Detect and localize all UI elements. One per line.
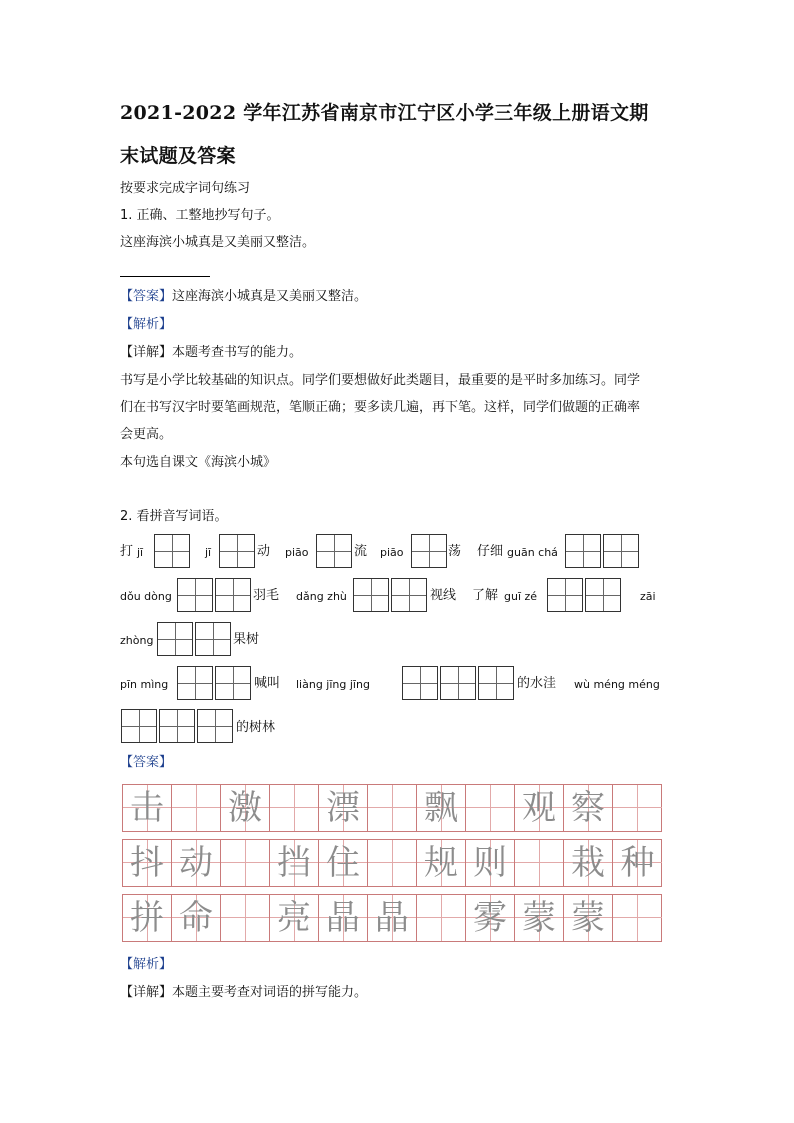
answer-character: 观 bbox=[522, 788, 556, 828]
q1-source: 本句选自课文《海滨小城》 bbox=[120, 455, 277, 470]
answer-grid-cell bbox=[466, 785, 515, 831]
writing-box[interactable] bbox=[316, 534, 352, 568]
answer-grid-cell bbox=[319, 785, 368, 831]
answer-grid-cell bbox=[417, 895, 466, 941]
answer-grid-cell bbox=[417, 840, 466, 886]
pinyin-piao-2: piāo bbox=[380, 546, 404, 559]
answer-grid-cell bbox=[270, 785, 319, 831]
analysis-tag: 【解析】 bbox=[120, 957, 173, 972]
writing-box[interactable] bbox=[195, 622, 231, 656]
answer-grid-cell bbox=[221, 840, 270, 886]
answer-character: 拼 bbox=[130, 898, 164, 938]
answer-grid-cell bbox=[515, 785, 564, 831]
answer-character: 蒙 bbox=[522, 898, 556, 938]
text-hanjiao: 喊叫 bbox=[254, 676, 281, 691]
answer-character: 击 bbox=[130, 788, 164, 828]
answer-character: 雾 bbox=[473, 898, 507, 938]
writing-box[interactable] bbox=[585, 578, 621, 612]
pinyin-dangzhu: dǎng zhù bbox=[296, 590, 347, 603]
answer-character: 住 bbox=[326, 843, 360, 883]
analysis-tag: 【解析】 bbox=[120, 317, 173, 332]
text-liu: 流 bbox=[354, 544, 368, 559]
answer-grid-cell bbox=[466, 840, 515, 886]
answer-grid-cell bbox=[613, 785, 662, 831]
text-shuiwa: 的水洼 bbox=[517, 676, 557, 691]
writing-box[interactable] bbox=[391, 578, 427, 612]
text-shixian: 视线 bbox=[430, 588, 457, 603]
answer-grid-cell bbox=[319, 840, 368, 886]
pinyin-doudong: dǒu dòng bbox=[120, 590, 172, 603]
q1-prompt: 1. 正确、工整地抄写句子。 bbox=[120, 208, 280, 223]
answer-character: 动 bbox=[179, 843, 213, 883]
answer-grid-cell bbox=[613, 840, 662, 886]
q1-answer-row bbox=[120, 290, 367, 303]
section-heading: 按要求完成字词句练习 bbox=[120, 181, 251, 196]
answer-character: 蒙 bbox=[571, 898, 605, 938]
page-title-line1: 2021-2022 学年江苏省南京市江宁区小学三年级上册语文期 bbox=[120, 102, 649, 124]
detail-tag: 【详解】 bbox=[120, 345, 173, 360]
q2-detail: 本题主要考查对词语的拼写能力。 bbox=[172, 985, 368, 1000]
answer-grid-cell bbox=[270, 895, 319, 941]
text-liaojie: 了解 bbox=[472, 588, 499, 603]
writing-box[interactable] bbox=[157, 622, 193, 656]
text-guoshu: 果树 bbox=[233, 632, 260, 647]
page-title-line2: 末试题及答案 bbox=[120, 145, 236, 167]
answer-character: 栽 bbox=[571, 843, 605, 883]
answer-grid-cell bbox=[221, 895, 270, 941]
answer-character: 飘 bbox=[424, 788, 458, 828]
answer-character: 则 bbox=[473, 843, 507, 883]
pinyin-guancha: guān chá bbox=[507, 546, 558, 559]
text-dang: 荡 bbox=[448, 544, 462, 559]
answer-character: 晶 bbox=[375, 898, 409, 938]
answer-grid-cell bbox=[466, 895, 515, 941]
text-zixi: 仔细 bbox=[477, 544, 504, 559]
answer-character: 挡 bbox=[277, 843, 311, 883]
pinyin-liangjingjing: liàng jīng jīng bbox=[296, 678, 370, 691]
writing-box[interactable] bbox=[154, 534, 190, 568]
q1-answer: 这座海滨小城真是又美丽又整洁。 bbox=[172, 289, 368, 304]
text-shulin: 的树林 bbox=[236, 720, 276, 735]
writing-box[interactable] bbox=[402, 666, 438, 700]
q1-detail-row bbox=[120, 346, 302, 359]
answer-grid-row bbox=[122, 784, 662, 832]
q1-sentence: 这座海滨小城真是又美丽又整洁。 bbox=[120, 235, 316, 250]
q2-detail-row bbox=[120, 986, 367, 999]
writing-box[interactable] bbox=[353, 578, 389, 612]
answer-character: 激 bbox=[228, 788, 262, 828]
answer-grid-row bbox=[122, 894, 662, 942]
pinyin-wumengmeng: wù méng méng bbox=[574, 678, 660, 691]
writing-box[interactable] bbox=[159, 709, 195, 743]
writing-box[interactable] bbox=[478, 666, 514, 700]
writing-box[interactable] bbox=[177, 666, 213, 700]
answer-grid-row bbox=[122, 839, 662, 887]
answer-grid-cell bbox=[270, 840, 319, 886]
writing-box[interactable] bbox=[219, 534, 255, 568]
answer-grid-cell bbox=[564, 785, 613, 831]
answer-grid-cell bbox=[172, 895, 221, 941]
writing-box[interactable] bbox=[197, 709, 233, 743]
answer-grid-cell bbox=[123, 840, 172, 886]
pinyin-guize: guī zé bbox=[504, 590, 538, 603]
pinyin-piao-1: piāo bbox=[285, 546, 309, 559]
answer-grid-cell bbox=[515, 895, 564, 941]
writing-box[interactable] bbox=[215, 578, 251, 612]
writing-box[interactable] bbox=[121, 709, 157, 743]
pinyin-ji-1: jī bbox=[137, 546, 144, 559]
answer-grid-cell bbox=[564, 895, 613, 941]
answer-character: 规 bbox=[424, 843, 458, 883]
answer-grid-cell bbox=[613, 895, 662, 941]
writing-box[interactable] bbox=[547, 578, 583, 612]
answer-character: 命 bbox=[179, 898, 213, 938]
pinyin-ji-2: jī bbox=[205, 546, 212, 559]
text-dong: 动 bbox=[257, 544, 271, 559]
answer-grid-cell bbox=[515, 840, 564, 886]
q1-para3: 会更高。 bbox=[120, 427, 173, 442]
answer-grid-cell bbox=[368, 895, 417, 941]
answer-grid-cell bbox=[417, 785, 466, 831]
answer-grid-cell bbox=[123, 895, 172, 941]
detail-tag: 【详解】 bbox=[120, 985, 173, 1000]
q2-prompt: 2. 看拼音写词语。 bbox=[120, 509, 228, 524]
pinyin-zai: zāi bbox=[640, 590, 656, 603]
answer-character: 漂 bbox=[326, 788, 360, 828]
answer-grid-cell bbox=[221, 785, 270, 831]
q1-detail: 本题考查书写的能力。 bbox=[172, 345, 303, 360]
answer-grid-cell bbox=[172, 785, 221, 831]
answer-character: 抖 bbox=[130, 843, 164, 883]
answer-character: 种 bbox=[620, 843, 655, 883]
pinyin-pinming: pīn mìng bbox=[120, 678, 169, 691]
answer-character: 晶 bbox=[326, 898, 360, 938]
answer-grid-cell bbox=[368, 840, 417, 886]
q1-para2: 们在书写汉字时要笔画规范，笔顺正确；要多读几遍，再下笔。这样，同学们做题的正确率 bbox=[120, 400, 641, 415]
q1-para1: 书写是小学比较基础的知识点。同学们要想做好此类题目，最重要的是平时多加练习。同学 bbox=[120, 373, 641, 388]
answer-grid-cell bbox=[368, 785, 417, 831]
text-da: 打 bbox=[120, 544, 134, 559]
writing-box[interactable] bbox=[565, 534, 601, 568]
writing-box[interactable] bbox=[411, 534, 447, 568]
text-yumao: 羽毛 bbox=[253, 588, 280, 603]
writing-box[interactable] bbox=[440, 666, 476, 700]
writing-box[interactable] bbox=[603, 534, 639, 568]
answer-character: 亮 bbox=[277, 898, 311, 938]
answer-tag: 【答案】 bbox=[120, 755, 173, 770]
answer-grid-cell bbox=[172, 840, 221, 886]
answer-grid-cell bbox=[564, 840, 613, 886]
writing-box[interactable] bbox=[177, 578, 213, 612]
answer-character: 察 bbox=[571, 788, 605, 828]
q1-answer-line bbox=[120, 276, 210, 277]
answer-grid-cell bbox=[123, 785, 172, 831]
answer-grid-cell bbox=[319, 895, 368, 941]
writing-box[interactable] bbox=[215, 666, 251, 700]
answer-tag: 【答案】 bbox=[120, 289, 173, 304]
pinyin-zhong: zhòng bbox=[120, 634, 154, 647]
